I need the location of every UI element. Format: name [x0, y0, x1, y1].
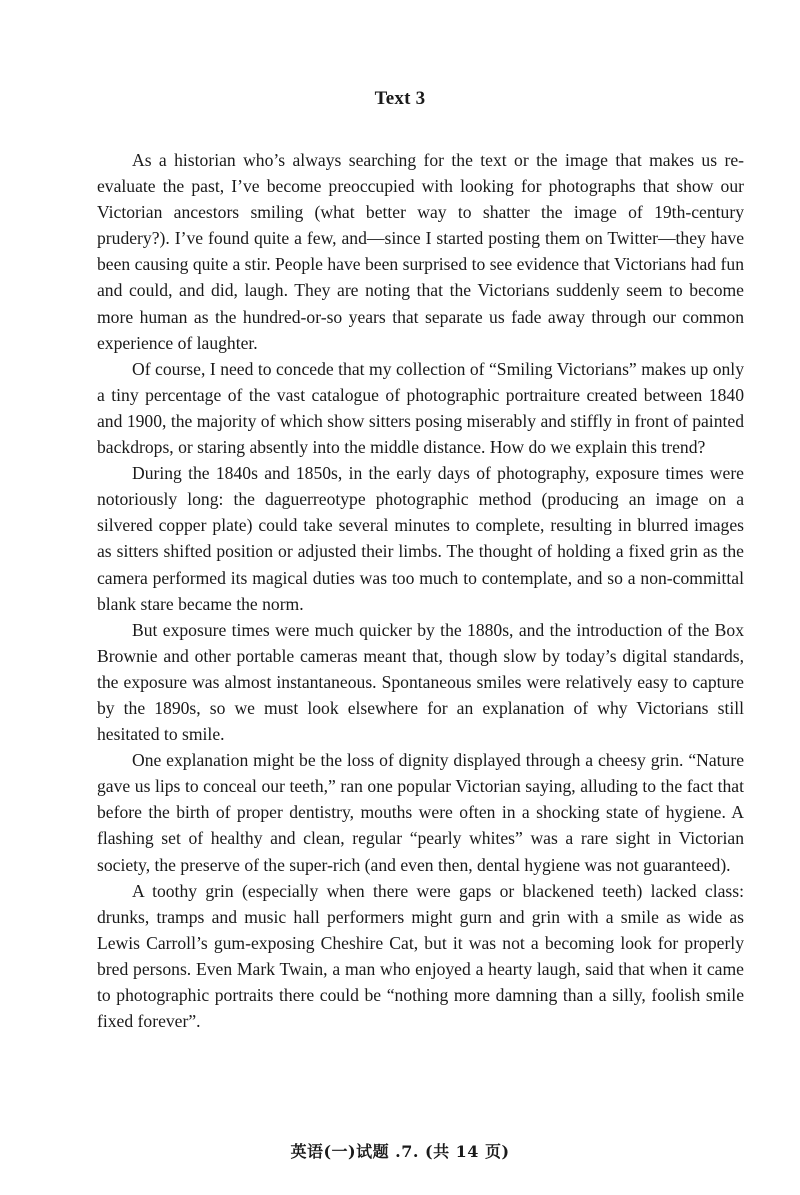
paragraph-4: But exposure times were much quicker by the 1880s, and the introduction of the Box Brownie and other portable cameras meant that, though slow by today’s digital standards, the exposure was almost instantaneous. Spontaneous smiles were relatively easy to capture by the 1890s, so we must look elsewhere for an explanation of why Victorians still hesitated to smile.: [97, 619, 744, 745]
paragraph-3: During the 1840s and 1850s, in the early days of photography, exposure times were notoriously long: the daguerreotype photographic method (producing an image on a silvered copper plate) could take several minutes to complete, resulting in blurred images as sitters shifted position or adjusted their limbs. The thought of holding a fixed grin as the camera performed its magical duties was too much to contemplate, and so a non-committal blank stare became the norm.: [97, 463, 744, 614]
paragraph-2: Of course, I need to concede that my collection of “Smiling Victorians” makes up only a tiny percentage of the vast catalogue of photographic portraiture created between 1840 and 1900, the majority of which show sitters posing miserably and stiffly in front of painted backdrops, or staring absently into the middle distance. How do we explain this trend?: [97, 358, 744, 458]
text-title: Text 3: [374, 88, 426, 109]
paragraph-6: A toothy grin (especially when there were gaps or blackened teeth) lacked class: drunks, tramps and music hall performers might gurn and grin with a smile as wide as Lewis Carroll’s gum-exposing Cheshire Cat, but it was not a becoming look for properly bred persons. Even Mark Twain, a man who enjoyed a hearty laugh, said that when it came to photographic portraits there could be “nothing more damning than a silly, foolish smile fixed forever”.: [97, 880, 744, 1032]
passage-body: [97, 147, 744, 1034]
paragraph-1: As a historian who’s always searching for the text or the image that makes us re-evaluate the past, I’ve become preoccupied with looking for photographs that show our Victorian ancestors smiling (what better way to shatter the image of 19th-century prudery?). I’ve found quite a few, and—since I started posting them on Twitter—they have been causing quite a stir. People have been surprised to see evidence that Victorians had fun and could, and did, laugh. They are noting that the Victorians suddenly seem to become more human as the hundred-or-so years that separate us fade away through our common experience of laughter.: [97, 150, 744, 353]
page-footer: 英语(一)试题 .7. (共 14 页): [290, 1142, 510, 1161]
paragraph-5: One explanation might be the loss of dignity displayed through a cheesy grin. “Nature gave us lips to conceal our teeth,” ran one popular Victorian saying, alluding to the fact that before the birth of proper dentistry, mouths were often in a shocking state of hygiene. A flashing set of healthy and clean, regular “pearly whites” was a rare sight in Victorian society, the preserve of the super-rich (and even then, dental hygiene was not guaranteed).: [97, 750, 744, 875]
